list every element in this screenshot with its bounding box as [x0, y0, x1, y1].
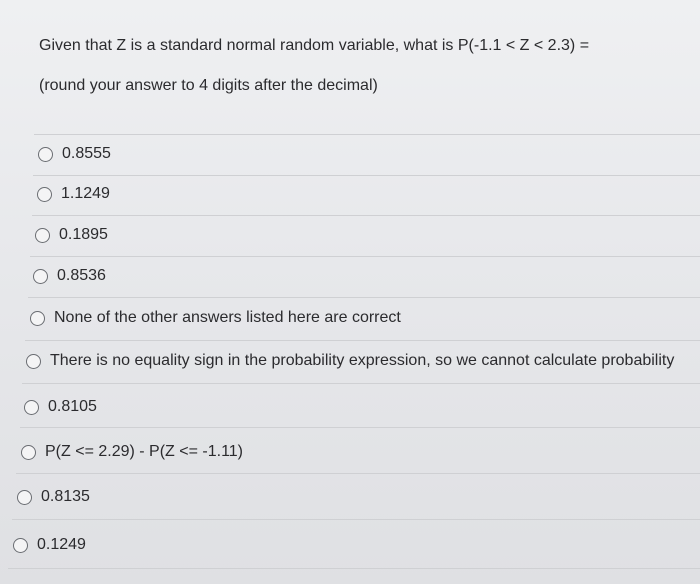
answer-option-5[interactable] — [26, 349, 674, 373]
divider — [30, 256, 700, 257]
answer-label: P(Z <= 2.29) - P(Z <= -1.11) — [45, 443, 243, 460]
radio-button-icon[interactable] — [24, 400, 39, 415]
divider — [32, 215, 700, 216]
divider — [28, 297, 700, 298]
answer-option-8[interactable] — [17, 485, 90, 509]
radio-button-icon[interactable] — [33, 269, 48, 284]
answer-label: 0.8555 — [62, 145, 111, 162]
answer-option-6[interactable] — [24, 395, 97, 419]
radio-button-icon[interactable] — [26, 354, 41, 369]
answer-option-7[interactable] — [21, 440, 243, 464]
divider — [12, 519, 700, 520]
answer-option-2[interactable] — [35, 223, 108, 247]
divider — [34, 134, 700, 135]
question-block — [39, 36, 679, 96]
answer-label: 0.1249 — [37, 536, 86, 553]
answer-label: 0.8135 — [41, 488, 90, 505]
answer-label: 0.1895 — [59, 226, 108, 243]
answer-label: There is no equality sign in the probability expression, so we cannot calculate probability — [50, 352, 675, 369]
radio-button-icon[interactable] — [17, 490, 32, 505]
radio-button-icon[interactable] — [35, 228, 50, 243]
divider — [22, 383, 700, 384]
question-note: (round your answer to 4 digits after the decimal) — [39, 77, 378, 94]
question-text: Given that Z is a standard normal random variable, what is P(-1.1 < Z < 2.3) = — [39, 37, 590, 54]
answer-option-9[interactable] — [13, 533, 86, 557]
answer-label: None of the other answers listed here are correct — [54, 309, 401, 326]
answer-label: 0.8536 — [57, 267, 106, 284]
radio-button-icon[interactable] — [37, 187, 52, 202]
radio-button-icon[interactable] — [21, 445, 36, 460]
answer-option-1[interactable] — [37, 182, 110, 206]
answer-option-3[interactable] — [33, 264, 106, 288]
divider — [33, 175, 700, 176]
radio-button-icon[interactable] — [13, 538, 28, 553]
answer-label: 1.1249 — [61, 185, 110, 202]
divider — [8, 568, 700, 569]
answer-label: 0.8105 — [48, 398, 97, 415]
divider — [25, 340, 700, 341]
radio-button-icon[interactable] — [38, 147, 53, 162]
radio-button-icon[interactable] — [30, 311, 45, 326]
divider — [16, 473, 700, 474]
answer-option-0[interactable] — [38, 142, 111, 166]
answer-option-4[interactable] — [30, 306, 401, 330]
divider — [20, 427, 700, 428]
